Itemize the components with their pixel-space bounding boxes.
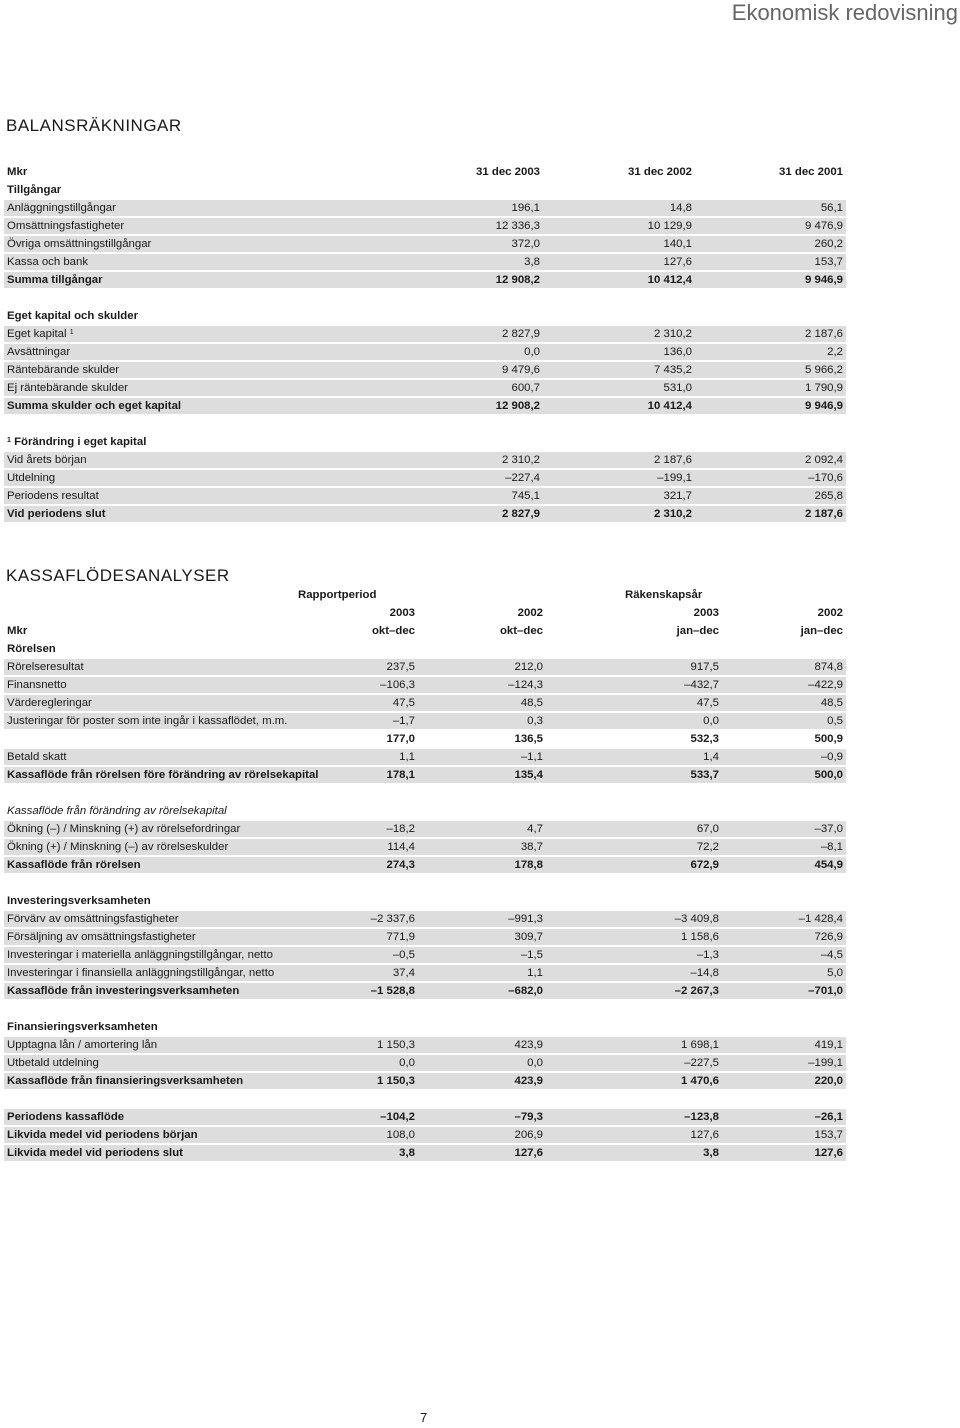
cell-value: –2 337,6 (334, 910, 418, 928)
cell-value: 153,7 (722, 1126, 846, 1144)
row-label: Övriga omsättningstillgångar (4, 235, 391, 253)
cell-value: 2 187,6 (695, 325, 846, 343)
cashflow-title: KASSAFLÖDESANALYSER (6, 566, 230, 585)
table-row (4, 271, 846, 289)
table-row (4, 253, 846, 271)
row-label: Vid årets början (4, 451, 391, 469)
table-row (4, 199, 846, 217)
cell-value: 500,9 (722, 730, 846, 748)
cell-value: –0,5 (334, 946, 418, 964)
cell-value: –123,8 (546, 1108, 722, 1126)
table-row (4, 676, 846, 694)
table-row (4, 235, 846, 253)
cell-value: 10 129,9 (543, 217, 695, 235)
row-label: Försäljning av omsättningsfastigheter (4, 928, 334, 946)
cell-value: –1 428,4 (722, 910, 846, 928)
table-row (4, 325, 846, 343)
section-heading-row (4, 181, 846, 199)
cell-value: 136,0 (543, 343, 695, 361)
cell-value: –4,5 (722, 946, 846, 964)
cell-value: 127,6 (722, 1144, 846, 1162)
cell-value: 108,0 (334, 1126, 418, 1144)
table-row (4, 982, 846, 1000)
cell-value: –2 267,3 (546, 982, 722, 1000)
cell-value: 9 946,9 (695, 397, 846, 415)
row-label: Likvida medel vid periodens början (4, 1126, 334, 1144)
cell-value: –37,0 (722, 820, 846, 838)
section-heading-row (4, 1018, 846, 1036)
row-label: Omsättningsfastigheter (4, 217, 391, 235)
section-heading-row (4, 433, 846, 451)
cell-value: 454,9 (722, 856, 846, 874)
table-row (4, 343, 846, 361)
cell-value: –18,2 (334, 820, 418, 838)
row-label: Ökning (–) / Minskning (+) av rörelsefordringar (4, 820, 334, 838)
cell-value: 212,0 (418, 658, 546, 676)
balance-table (4, 164, 846, 524)
year-header: 2002 (418, 604, 546, 622)
row-label: Tillgångar (4, 181, 846, 199)
cell-value: 0,5 (722, 712, 846, 730)
row-label: Justeringar för poster som inte ingår i kassaflödet, m.m. (4, 712, 334, 730)
cell-value: –1,1 (418, 748, 546, 766)
cell-value: 500,0 (722, 766, 846, 784)
section-heading-row (4, 892, 846, 910)
row-label: Rörelsen (4, 640, 846, 658)
row-label: Utdelning (4, 469, 391, 487)
table-row (4, 946, 846, 964)
cell-value: 2 827,9 (391, 505, 543, 523)
cell-value: 196,1 (391, 199, 543, 217)
col-header-label: Mkr (4, 164, 391, 181)
period-header: okt–dec (334, 622, 418, 640)
cell-value: 0,0 (418, 1054, 546, 1072)
table-row (4, 1072, 846, 1090)
cell-value: 5 966,2 (695, 361, 846, 379)
col-header-2003: 31 dec 2003 (391, 164, 543, 181)
cell-value: 135,4 (418, 766, 546, 784)
period-header: jan–dec (546, 622, 722, 640)
cell-value: 47,5 (334, 694, 418, 712)
cell-value: 4,7 (418, 820, 546, 838)
table-row (4, 487, 846, 505)
cell-value: 419,1 (722, 1036, 846, 1054)
cell-value: 874,8 (722, 658, 846, 676)
row-label: Eget kapital $^1$ (4, 325, 391, 343)
table-row (4, 1108, 846, 1126)
period-header: okt–dec (418, 622, 546, 640)
row-label: Räntebärande skulder (4, 361, 391, 379)
cell-value: –124,3 (418, 676, 546, 694)
table-row (4, 1126, 846, 1144)
row-label: Kassaflöde från rörelsen före förändring av rörelsekapital (4, 766, 334, 784)
cell-value: 10 412,4 (543, 397, 695, 415)
cell-value: 0,0 (546, 712, 722, 730)
cell-value: –0,9 (722, 748, 846, 766)
cell-value: 12 336,3 (391, 217, 543, 235)
cell-value: 3,8 (334, 1144, 418, 1162)
cell-value: –14,8 (546, 964, 722, 982)
row-label: Summa tillgångar (4, 271, 391, 289)
cell-value: 14,8 (543, 199, 695, 217)
col-header-2001: 31 dec 2001 (695, 164, 846, 181)
table-row (4, 469, 846, 487)
row-label: Investeringar i finansiella anläggningstillgångar, netto (4, 964, 334, 982)
table-row (4, 766, 846, 784)
cell-value: 745,1 (391, 487, 543, 505)
row-label: Förvärv av omsättningsfastigheter (4, 910, 334, 928)
cell-value: 672,9 (546, 856, 722, 874)
cell-value: 771,9 (334, 928, 418, 946)
row-label: Anläggningstillgångar (4, 199, 391, 217)
cell-value: 47,5 (546, 694, 722, 712)
cell-value: 372,0 (391, 235, 543, 253)
table-row (4, 1144, 846, 1162)
cell-value: 153,7 (695, 253, 846, 271)
section-heading-row (4, 307, 846, 325)
spacer-row (4, 415, 846, 433)
spacer-row (4, 289, 846, 307)
cell-value: 917,5 (546, 658, 722, 676)
cell-value: 423,9 (418, 1036, 546, 1054)
cell-value: 532,3 (546, 730, 722, 748)
page-header: Ekonomisk redovisning (731, 0, 958, 25)
group-header-rakenskapsar: Räkenskapsår (622, 587, 746, 604)
cell-value: 600,7 (391, 379, 543, 397)
spacer-row (4, 874, 846, 892)
table-row (4, 361, 846, 379)
cell-value: 531,0 (543, 379, 695, 397)
cell-value: 1,1 (334, 748, 418, 766)
section-heading-row (4, 640, 846, 658)
cell-value: 321,7 (543, 487, 695, 505)
cell-value: 48,5 (722, 694, 846, 712)
cell-value: 274,3 (334, 856, 418, 874)
cell-value: –1 528,8 (334, 982, 418, 1000)
cell-value: 265,8 (695, 487, 846, 505)
row-label: Finansieringsverksamheten (4, 1018, 846, 1036)
table-row (4, 1054, 846, 1072)
cell-value: 220,0 (722, 1072, 846, 1090)
cell-value: 9 479,6 (391, 361, 543, 379)
cell-value: 2 310,2 (543, 325, 695, 343)
balance-title: BALANSRÄKNINGAR (6, 116, 182, 135)
table-row (4, 928, 846, 946)
cell-value: 423,9 (418, 1072, 546, 1090)
cell-value: 178,8 (418, 856, 546, 874)
row-label: Kassa och bank (4, 253, 391, 271)
table-row (4, 730, 846, 748)
year-header: 2002 (722, 604, 846, 622)
cell-value: 726,9 (722, 928, 846, 946)
cell-value: –227,5 (546, 1054, 722, 1072)
cell-value: 136,5 (418, 730, 546, 748)
table-row (4, 217, 846, 235)
period-header: jan–dec (722, 622, 846, 640)
cell-value: 237,5 (334, 658, 418, 676)
cell-value: 140,1 (543, 235, 695, 253)
cell-value: 12 908,2 (391, 271, 543, 289)
group-header-rapportperiod: Rapportperiod (298, 587, 426, 604)
cell-value: 260,2 (695, 235, 846, 253)
cell-value: 533,7 (546, 766, 722, 784)
table-row (4, 505, 846, 523)
cell-value: 0,3 (418, 712, 546, 730)
row-label: Rörelseresultat (4, 658, 334, 676)
cashflow-table (4, 587, 846, 1163)
cell-value: 206,9 (418, 1126, 546, 1144)
cell-value: 2 310,2 (543, 505, 695, 523)
cell-value: 3,8 (546, 1144, 722, 1162)
cell-value: –1,7 (334, 712, 418, 730)
cell-value: –422,9 (722, 676, 846, 694)
row-label: Ej räntebärande skulder (4, 379, 391, 397)
row-label: Ökning (+) / Minskning (–) av rörelseskulder (4, 838, 334, 856)
cell-value: 127,6 (418, 1144, 546, 1162)
cell-value: 38,7 (418, 838, 546, 856)
table-row (4, 712, 846, 730)
section-heading-row (4, 802, 846, 820)
cell-value: –1,5 (418, 946, 546, 964)
col-header-label: Mkr (4, 622, 334, 640)
row-label: Investeringsverksamheten (4, 892, 846, 910)
footnote-marker: 1 (69, 329, 74, 336)
cell-value: 10 412,4 (543, 271, 695, 289)
cell-value: 0,0 (334, 1054, 418, 1072)
table-row (4, 838, 846, 856)
row-label: Kassaflöde från finansieringsverksamheten (4, 1072, 334, 1090)
cell-value: 1 470,6 (546, 1072, 722, 1090)
cell-value: 114,4 (334, 838, 418, 856)
cell-value: –170,6 (695, 469, 846, 487)
row-label: Betald skatt (4, 748, 334, 766)
cell-value: 127,6 (546, 1126, 722, 1144)
cell-value: 9 476,9 (695, 217, 846, 235)
row-label: Upptagna lån / amortering lån (4, 1036, 334, 1054)
spacer-row (4, 784, 846, 802)
cell-value: 1,4 (546, 748, 722, 766)
cell-value: 127,6 (543, 253, 695, 271)
cell-value: –682,0 (418, 982, 546, 1000)
cell-value: –8,1 (722, 838, 846, 856)
cell-value: 3,8 (391, 253, 543, 271)
cell-value: 2 187,6 (695, 505, 846, 523)
cell-value: 0,0 (391, 343, 543, 361)
page-number: 7 (420, 1410, 428, 1425)
row-label: Finansnetto (4, 676, 334, 694)
cell-value: –79,3 (418, 1108, 546, 1126)
row-label: Värderegleringar (4, 694, 334, 712)
row-label: Kassaflöde från investeringsverksamheten (4, 982, 334, 1000)
cell-value: –3 409,8 (546, 910, 722, 928)
cell-value: 177,0 (334, 730, 418, 748)
row-label: Periodens resultat (4, 487, 391, 505)
cell-value: –26,1 (722, 1108, 846, 1126)
table-row (4, 856, 846, 874)
cell-value: 1 150,3 (334, 1036, 418, 1054)
row-label: Summa skulder och eget kapital (4, 397, 391, 415)
row-label: Vid periodens slut (4, 505, 391, 523)
cell-value: 37,4 (334, 964, 418, 982)
spacer-row (4, 1090, 846, 1108)
year-header: 2003 (546, 604, 722, 622)
cell-value: –1,3 (546, 946, 722, 964)
col-header-2002: 31 dec 2002 (543, 164, 695, 181)
table-row (4, 748, 846, 766)
cell-value: 2 310,2 (391, 451, 543, 469)
row-label: Avsättningar (4, 343, 391, 361)
row-label: Eget kapital och skulder (4, 307, 846, 325)
cell-value: –199,1 (543, 469, 695, 487)
row-label: $^1$ Förändring i eget kapital (4, 433, 846, 451)
cell-value: –701,0 (722, 982, 846, 1000)
cell-value: 2 092,4 (695, 451, 846, 469)
table-row (4, 964, 846, 982)
cell-value: 1 158,6 (546, 928, 722, 946)
footnote-marker: 1 (7, 437, 11, 444)
cell-value: 1 150,3 (334, 1072, 418, 1090)
cell-value: 2,2 (695, 343, 846, 361)
table-row (4, 820, 846, 838)
cell-value: –227,4 (391, 469, 543, 487)
cell-value: 309,7 (418, 928, 546, 946)
row-label: Likvida medel vid periodens slut (4, 1144, 334, 1162)
table-row (4, 658, 846, 676)
cell-value: –432,7 (546, 676, 722, 694)
table-row (4, 910, 846, 928)
table-row (4, 694, 846, 712)
cell-value: 5,0 (722, 964, 846, 982)
cell-value: 48,5 (418, 694, 546, 712)
row-label: Investeringar i materiella anläggningstillgångar, netto (4, 946, 334, 964)
row-label (4, 730, 334, 748)
table-row (4, 397, 846, 415)
cell-value: 1,1 (418, 964, 546, 982)
cell-value: 56,1 (695, 199, 846, 217)
table-row (4, 451, 846, 469)
cell-value: –106,3 (334, 676, 418, 694)
year-header: 2003 (334, 604, 418, 622)
row-label: Kassaflöde från förändring av rörelsekapital (4, 802, 846, 820)
cell-value: 178,1 (334, 766, 418, 784)
cell-value: –199,1 (722, 1054, 846, 1072)
cell-value: 72,2 (546, 838, 722, 856)
cell-value: 7 435,2 (543, 361, 695, 379)
row-label: Utbetald utdelning (4, 1054, 334, 1072)
cell-value: 12 908,2 (391, 397, 543, 415)
row-label: Periodens kassaflöde (4, 1108, 334, 1126)
table-row (4, 1036, 846, 1054)
cell-value: 1 790,9 (695, 379, 846, 397)
row-label: Kassaflöde från rörelsen (4, 856, 334, 874)
table-row (4, 379, 846, 397)
spacer-row (4, 1000, 846, 1018)
cell-value: 2 827,9 (391, 325, 543, 343)
cell-value: –104,2 (334, 1108, 418, 1126)
cell-value: 2 187,6 (543, 451, 695, 469)
cell-value: 1 698,1 (546, 1036, 722, 1054)
cell-value: –991,3 (418, 910, 546, 928)
cell-value: 67,0 (546, 820, 722, 838)
cell-value: 9 946,9 (695, 271, 846, 289)
